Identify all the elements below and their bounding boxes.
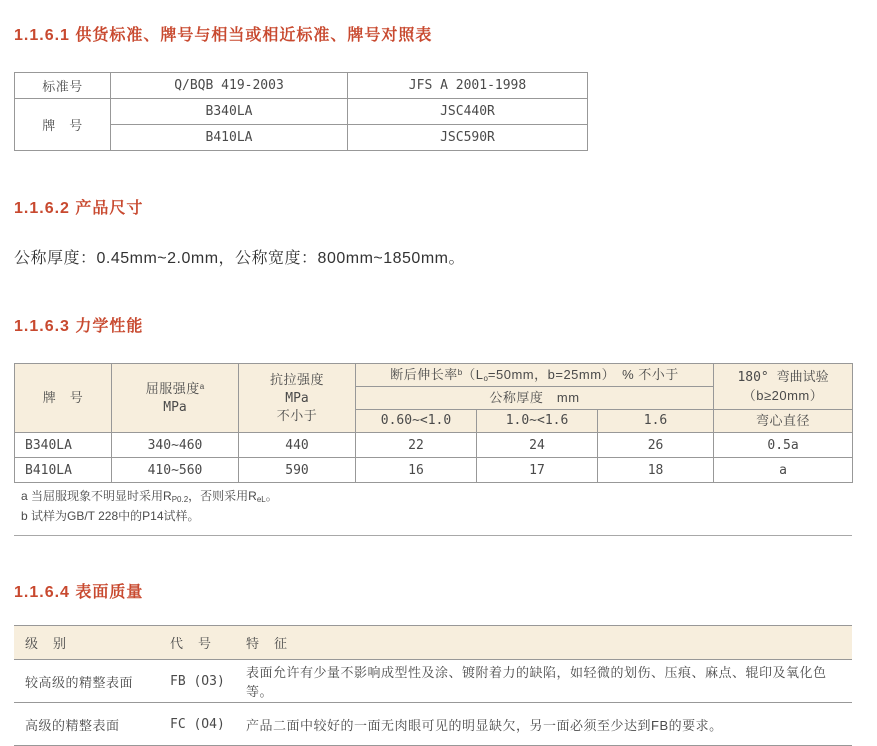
section-heading-1-1-6-3: 1.1.6.3 力学性能 (14, 318, 144, 335)
elongation-value-cell: 24 (477, 433, 598, 458)
yield-unit-label: MPa (163, 399, 187, 415)
tensile-strength-label: 抗拉强度 (269, 372, 324, 388)
tensile-min-label: 不小于 (276, 408, 318, 424)
surface-code-cell: FC (O4) (164, 703, 244, 746)
surface-level-cell: 较高级的精整表面 (14, 660, 164, 703)
surface-level-cell: 高级的精整表面 (14, 703, 164, 746)
footnote-b-marker: b (457, 367, 463, 377)
grade-b410la-cell: B410LA (111, 125, 348, 151)
elongation-value-cell: 17 (477, 458, 598, 483)
footnote-a (21, 488, 852, 508)
grade-jsc590r-cell: JSC590R (348, 125, 588, 151)
thickness-range-1-header: 0.60~<1.0 (356, 410, 477, 433)
surface-code-cell: FB (O3) (164, 660, 244, 703)
table-row (15, 73, 588, 99)
section-heading-1-1-6-4: 1.1.6.4 表面质量 (14, 584, 144, 601)
bend-test-label: 180° 弯曲试验 (737, 370, 829, 386)
surface-quality-table (14, 625, 852, 746)
elongation-conditions: =50mm，b=25mm） % 不小于 (487, 366, 679, 382)
tensile-strength-header-cell (239, 364, 356, 433)
grade-header-cell: 牌 号 (15, 364, 112, 433)
nominal-thickness-header-cell: 公称厚度 mm (356, 387, 714, 410)
product-dimensions-text: 公称厚度：0.45mm~2.0mm，公称宽度：800mm~1850mm。 (14, 250, 465, 267)
footnote-a-marker: a (199, 381, 205, 391)
footnote-a-text: 。 (265, 489, 278, 503)
mechanical-properties-table (14, 363, 853, 483)
yield-strength-header-cell (112, 364, 239, 433)
footnote-a-text: a 当屈服现象不明显时采用R (21, 489, 172, 503)
yield-value-cell: 410~560 (112, 458, 239, 483)
bend-diameter-header: 弯心直径 (714, 410, 853, 433)
rp02-subscript: P0.2 (171, 495, 189, 504)
yield-strength-label: 屈服强度 (145, 380, 200, 396)
section-heading-1-1-6-1: 1.1.6.1 供货标准、牌号与相当或相近标准、牌号对照表 (14, 27, 433, 44)
footnote-a-text: ，否则采用R (188, 489, 257, 503)
standard-qbqb-cell: Q/BQB 419-2003 (111, 73, 348, 99)
feature-header: 特 征 (244, 626, 852, 660)
grade-label: 牌 号 (15, 99, 111, 151)
table-row (15, 99, 588, 125)
bend-value-cell: 0.5a (714, 433, 853, 458)
standard-jfs-cell: JFS A 2001-1998 (348, 73, 588, 99)
elongation-paren: （L (462, 366, 484, 382)
table-header-row (15, 364, 853, 387)
elongation-label: 断后伸长率 (390, 366, 458, 382)
gauge-length-subscript: o (483, 373, 488, 383)
standard-no-label: 标准号 (15, 73, 111, 99)
table-row (15, 433, 853, 458)
tensile-value-cell: 440 (239, 433, 356, 458)
standards-comparison-table (14, 72, 588, 151)
tensile-value-cell: 590 (239, 458, 356, 483)
elongation-value-cell: 22 (356, 433, 477, 458)
elongation-value-cell: 16 (356, 458, 477, 483)
surface-feature-cell: 表面允许有少量不影响成型性及涂、镀附着力的缺陷，如轻微的划伤、压痕、麻点、辊印及氧化色等。 (244, 660, 852, 703)
grade-cell: B340LA (15, 433, 112, 458)
footnote-b: b 试样为GB/T 228中的P14试样。 (21, 509, 200, 523)
section-heading-1-1-6-2: 1.1.6.2 产品尺寸 (14, 200, 144, 217)
bend-test-condition: （b≥20mm） (742, 388, 824, 403)
tensile-unit-label: MPa (285, 390, 309, 406)
mechanical-table-footnotes (14, 483, 852, 536)
table-header-row (14, 626, 852, 660)
table-row (15, 458, 853, 483)
table-row (14, 660, 852, 703)
grade-jsc440r-cell: JSC440R (348, 99, 588, 125)
table-row (14, 703, 852, 746)
bend-value-cell: a (714, 458, 853, 483)
grade-b340la-cell: B340LA (111, 99, 348, 125)
elongation-value-cell: 18 (598, 458, 714, 483)
elongation-value-cell: 26 (598, 433, 714, 458)
thickness-range-2-header: 1.0~<1.6 (477, 410, 598, 433)
elongation-header-cell (356, 364, 714, 387)
surface-feature-cell: 产品二面中较好的一面无肉眼可见的明显缺欠，另一面必须至少达到FB的要求。 (244, 703, 852, 746)
yield-value-cell: 340~460 (112, 433, 239, 458)
rel-subscript: eL (256, 495, 266, 504)
bend-test-header-cell (714, 364, 853, 410)
thickness-range-3-header: 1.6 (598, 410, 714, 433)
level-header: 级 别 (14, 626, 164, 660)
grade-cell: B410LA (15, 458, 112, 483)
code-header: 代 号 (164, 626, 244, 660)
